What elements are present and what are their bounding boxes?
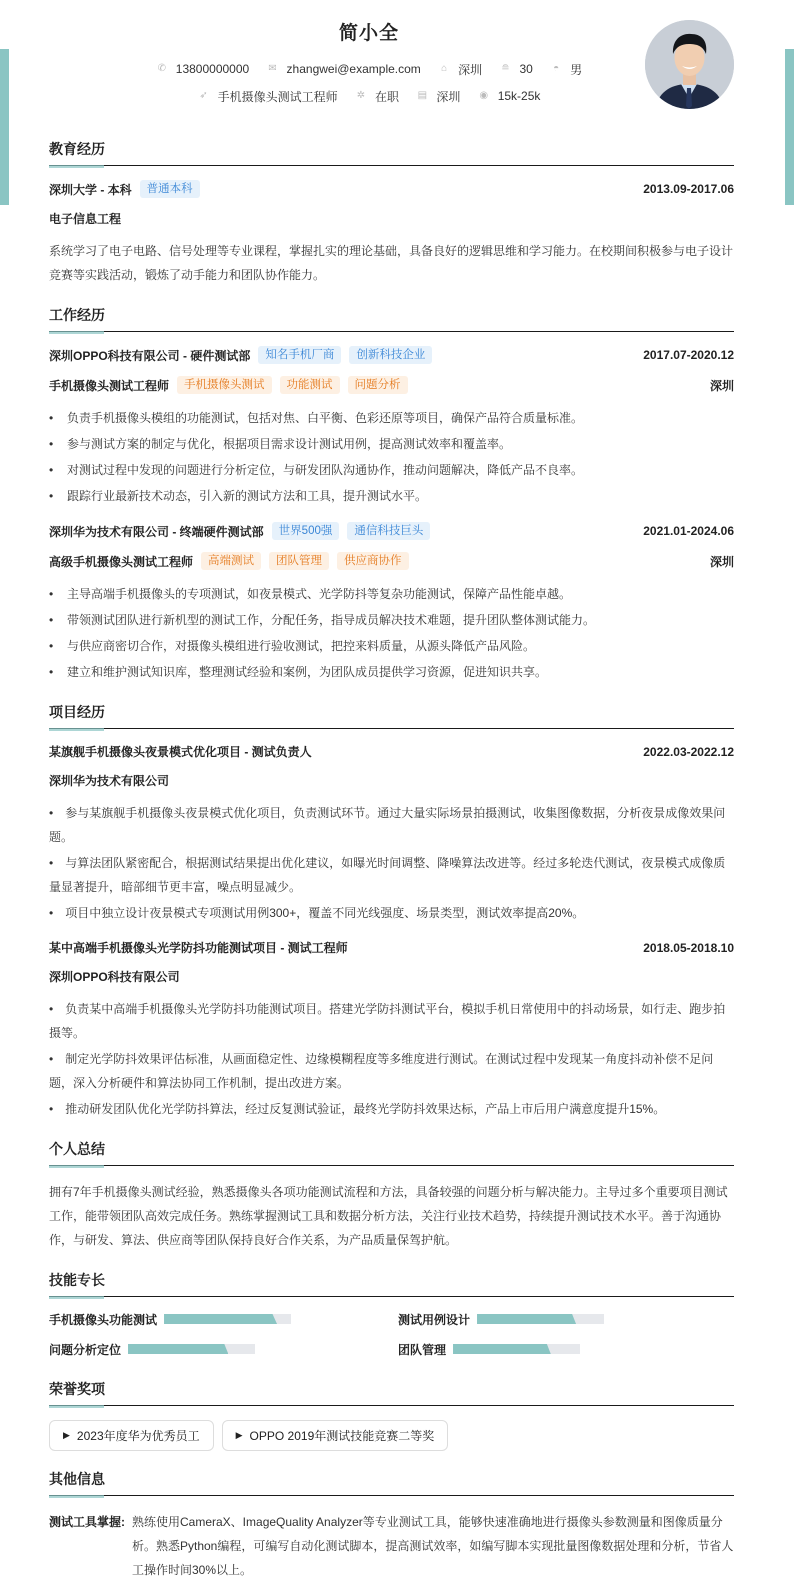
skill-bar: [128, 1344, 255, 1354]
other-info-row: [49, 1510, 734, 1582]
gender-icon: ◓: [553, 63, 560, 74]
project-header-row: [49, 743, 734, 760]
major-name: 电子信息工程: [49, 212, 122, 226]
role-row: [49, 552, 734, 570]
section-title-education: 教育经历: [49, 139, 734, 166]
bullet-item: • 主导高端手机摄像头的专项测试，如夜景模式、光学防抖等复杂功能测试，保障产品性能卓越。: [49, 582, 734, 606]
skill-name: 问题分析定位: [49, 1342, 122, 1357]
triangle-right-icon: ▶: [63, 1430, 70, 1440]
bullet-item: • 负责某中高端手机摄像头光学防抖功能测试项目。搭建光学防抖测试平台，模拟手机日常使用中的抖动场景，如行走、跑步拍摄等。: [49, 997, 734, 1045]
target-role-text: 手机摄像头测试工程师: [217, 89, 338, 104]
education-section: [49, 139, 734, 287]
skill-item: [398, 1311, 734, 1327]
skill-name: 测试用例设计: [398, 1312, 471, 1327]
company-name: 深圳华为技术有限公司 - 终端硬件测试部: [49, 524, 264, 539]
project-dates: 2022.03-2022.12: [643, 744, 734, 759]
awards-section: [49, 1379, 734, 1451]
section-title-other: 其他信息: [49, 1469, 734, 1496]
job-dates: 2021.01-2024.06: [643, 524, 734, 538]
skills-grid: [49, 1311, 734, 1357]
salary-info: [478, 89, 541, 103]
skill-bar-fill: [128, 1344, 228, 1354]
age-info: [500, 62, 533, 76]
skills-section: [49, 1270, 734, 1357]
bullet-item: • 跟踪行业最新技术动态，引入新的测试方法和工具，提升测试水平。: [49, 484, 734, 508]
role-tag: 手机摄像头测试: [177, 376, 272, 394]
award-text: 2023年度华为优秀员工: [76, 1429, 200, 1443]
role-tag: 功能测试: [280, 376, 340, 394]
bullet-item: • 带领测试团队进行新机型的测试工作，分配任务，指导成员解决技术难题，提升团队整体测试能力。: [49, 608, 734, 632]
target-city-text: 深圳: [436, 89, 461, 104]
role-tag: 团队管理: [269, 552, 329, 570]
project-header-row: [49, 939, 734, 956]
skill-name: 手机摄像头功能测试: [49, 1312, 158, 1327]
project-dates: 2018.05-2018.10: [643, 940, 734, 955]
phone-text: 13800000000: [175, 62, 250, 76]
skill-bar-fill: [453, 1344, 551, 1354]
awards-list: [49, 1420, 734, 1451]
other-info-label: 测试工具掌握:: [49, 1515, 125, 1529]
section-title-awards: 荣誉奖项: [49, 1379, 734, 1406]
role-name: 高级手机摄像头测试工程师: [49, 554, 194, 569]
section-title-work: 工作经历: [49, 305, 734, 332]
email-text: zhangwei@example.com: [286, 62, 421, 76]
resume-header: [49, 0, 734, 125]
work-section: [49, 305, 734, 684]
phone-info: [156, 62, 249, 76]
bullet-item: • 制定光学防抖效果评估标准，从画面稳定性、边缘模糊程度等多维度进行测试。在测试过程中发现某一角度抖动补偿不足问题，深入分析硬件和算法协同工作机制，提出改进方案。: [49, 1047, 734, 1095]
send-icon: ➶: [199, 90, 208, 101]
gender-info: [550, 61, 582, 78]
bullet-item: • 建立和维护测试知识库，整理测试经验和案例，为团队成员提供学习资源，促进知识共享。: [49, 660, 734, 684]
bullet-item: • 参与某旗舰手机摄像头夜景模式优化项目，负责测试环节。通过大量实际场景拍摄测试，收集图像数据，分析夜景成像效果问题。: [49, 801, 734, 849]
avatar-portrait-icon: [645, 20, 734, 109]
age-text: 30: [519, 62, 533, 76]
school-name: 深圳大学 - 本科: [49, 182, 132, 197]
skill-item: [49, 1311, 398, 1327]
work-entry: [49, 346, 734, 508]
target-role-info: [198, 88, 338, 105]
award-item: [49, 1420, 214, 1451]
job-bullets: [49, 582, 734, 684]
company-tag: 世界500强: [272, 522, 340, 540]
company-row: [49, 346, 734, 364]
skill-name: 团队管理: [398, 1342, 447, 1357]
education-header-row: [49, 180, 734, 198]
candidate-name: 简小全: [338, 23, 399, 44]
skill-bar-fill: [477, 1314, 576, 1324]
target-city-info: [416, 88, 460, 105]
avatar: [645, 20, 734, 109]
phone-icon: ✆: [157, 63, 166, 74]
project-bullets: [49, 997, 734, 1121]
project-entry: [49, 939, 734, 1121]
bullet-item: • 项目中独立设计夜景模式专项测试用例300+，覆盖不同光线强度、场景类型，测试效率提高20%。: [49, 901, 734, 925]
project-entry: [49, 743, 734, 925]
skill-bar-fill: [164, 1314, 277, 1324]
section-title-skills: 技能专长: [49, 1270, 734, 1297]
job-location: 深圳: [709, 554, 734, 569]
company-tag: 通信科技巨头: [347, 522, 430, 540]
role-tag: 供应商协作: [337, 552, 409, 570]
skill-bar: [477, 1314, 604, 1324]
company-tag: 知名手机厂商: [258, 346, 341, 364]
other-section: [49, 1469, 734, 1582]
age-icon: ≘: [501, 63, 510, 74]
bullet-item: • 与算法团队紧密配合，根据测试结果提出优化建议，如曝光时间调整、降噪算法改进等。经过多轮迭代测试，夜景模式成像质量显著提升，暗部细节更丰富，噪点明显减少。: [49, 851, 734, 899]
mail-icon: ✉: [268, 63, 277, 74]
bullet-item: • 与供应商密切合作，对摄像头模组进行验收测试，把控来料质量，从源头降低产品风险。: [49, 634, 734, 658]
other-info-text: 熟练使用CameraX、ImageQuality Analyzer等专业测试工具，能够快速准确地进行摄像头参数测量和图像质量分析。熟悉Python编程，可编写自动化测试脚本，提高测试效率，如编写脚本实现批量图像数据处理和分析，节省人工操作时间30%以上。: [132, 1515, 734, 1577]
city-text: 深圳: [458, 62, 483, 77]
status-icon: ✲: [356, 90, 366, 101]
email-info: [267, 62, 421, 76]
city-info: [438, 61, 482, 78]
project-name: 某中高端手机摄像头光学防抖功能测试项目 - 测试工程师: [49, 941, 348, 955]
role-tag: 问题分析: [348, 376, 408, 394]
contact-row: [49, 60, 689, 78]
project-company: 深圳华为技术有限公司: [49, 774, 170, 788]
skill-item: [49, 1341, 398, 1357]
work-entry: [49, 522, 734, 684]
status-text: 在职: [374, 89, 399, 104]
award-item: [222, 1420, 449, 1451]
company-row: [49, 522, 734, 540]
company-tag: 创新科技企业: [349, 346, 432, 364]
education-dates: 2013.09-2017.06: [643, 182, 734, 196]
project-bullets: [49, 801, 734, 925]
salary-text: 15k-25k: [497, 89, 541, 103]
role-row: [49, 376, 734, 394]
project-name: 某旗舰手机摄像头夜景模式优化项目 - 测试负责人: [49, 745, 312, 759]
job-intent-row: [49, 87, 689, 105]
section-title-summary: 个人总结: [49, 1139, 734, 1166]
skill-item: [398, 1341, 734, 1357]
job-bullets: [49, 406, 734, 508]
bullet-item: • 参与测试方案的制定与优化，根据项目需求设计测试用例，提高测试效率和覆盖率。: [49, 432, 734, 456]
section-title-projects: 项目经历: [49, 702, 734, 729]
skill-bar: [164, 1314, 291, 1324]
job-location: 深圳: [709, 378, 734, 393]
gender-text: 男: [570, 62, 583, 77]
home-icon: ⌂: [441, 63, 448, 74]
bullet-item: • 推动研发团队优化光学防抖算法，经过反复测试验证，最终光学防抖效果达标，产品上市后用户满意度提升15%。: [49, 1097, 734, 1121]
summary-text: 拥有7年手机摄像头测试经验，熟悉摄像头各项功能测试流程和方法，具备较强的问题分析与解决能力。主导过多个重要项目测试工作，能带领团队高效完成任务。熟练掌握测试工具和数据分析方法，关注行业技术趋势，持续提升测试技术水平。善于沟通协作，与研发、算法、供应商等团队保持良好合作关系，为产品质量保驾护航。: [49, 1185, 728, 1247]
role-name: 手机摄像头测试工程师: [49, 378, 170, 393]
triangle-right-icon: ▶: [235, 1430, 243, 1440]
bullet-item: • 对测试过程中发现的问题进行分析定位，与研发团队沟通协作，推动问题解决，降低产品不良率。: [49, 458, 734, 482]
education-description: 系统学习了电子电路、信号处理等专业课程，掌握扎实的理论基础，具备良好的逻辑思维和学习能力。在校期间积极参与电子设计竞赛等实践活动，锻炼了动手能力和团队协作能力。: [49, 244, 734, 282]
role-tag: 高端测试: [201, 552, 261, 570]
skill-bar: [453, 1344, 580, 1354]
project-company: 深圳OPPO科技有限公司: [49, 970, 180, 984]
salary-icon: ◉: [479, 90, 489, 101]
bullet-item: • 负责手机摄像头模组的功能测试，包括对焦、白平衡、色彩还原等项目，确保产品符合质量标准。: [49, 406, 734, 430]
building-icon: ▤: [417, 90, 428, 101]
degree-tag: 普通本科: [140, 180, 200, 198]
summary-section: [49, 1139, 734, 1252]
company-name: 深圳OPPO科技有限公司 - 硬件测试部: [49, 348, 251, 363]
status-info: [355, 88, 399, 105]
job-dates: 2017.07-2020.12: [643, 348, 734, 362]
award-text: OPPO 2019年测试技能竞赛二等奖: [249, 1429, 435, 1443]
projects-section: [49, 702, 734, 1121]
